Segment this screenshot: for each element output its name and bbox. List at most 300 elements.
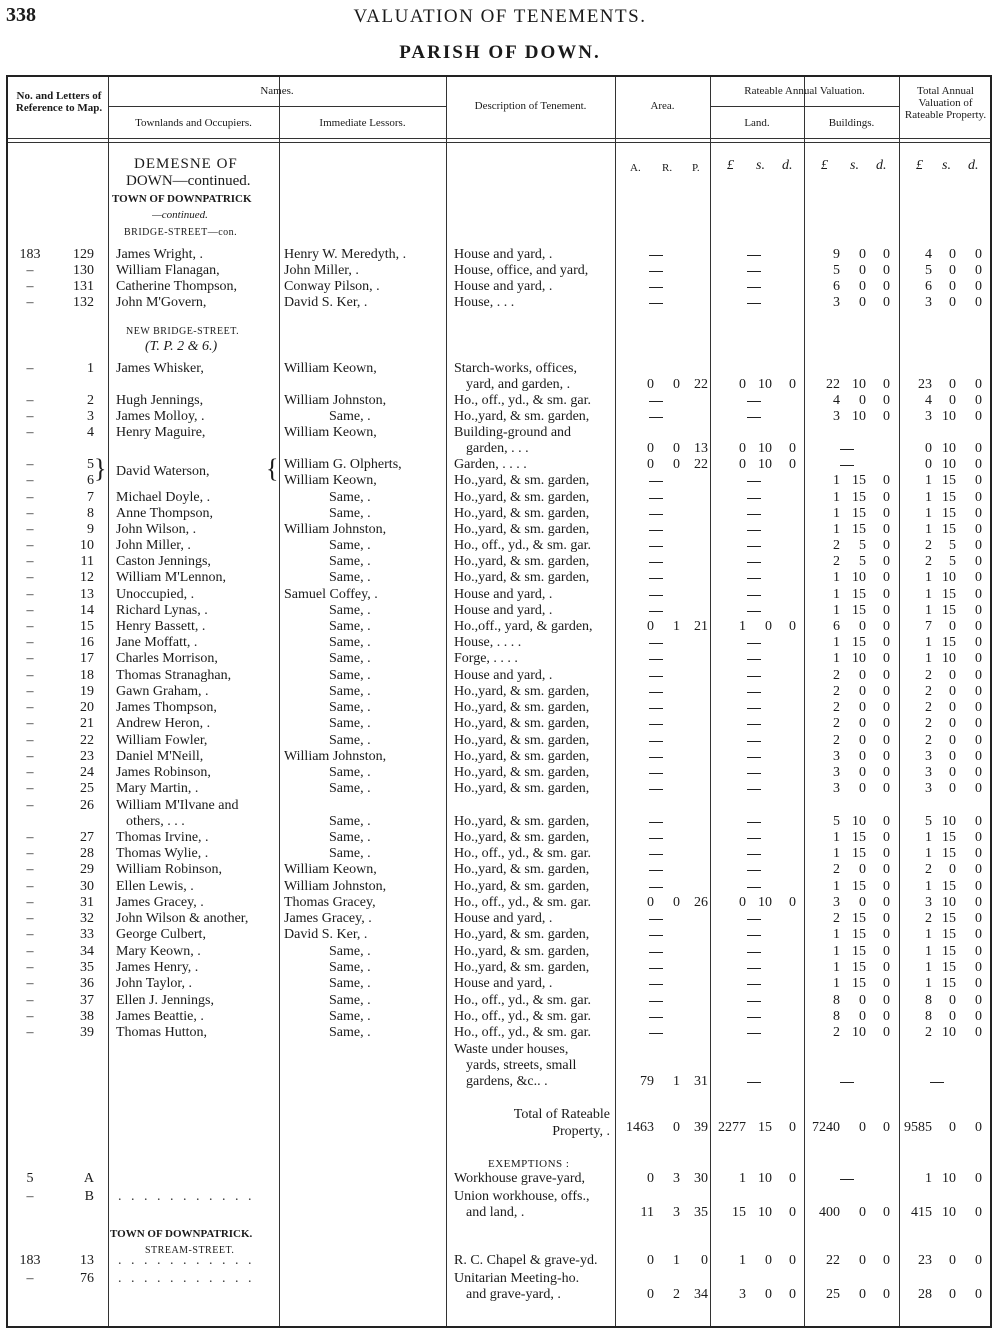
- land-value-dash: [747, 919, 761, 920]
- buildings-value: 2: [833, 733, 840, 748]
- buildings-value: 8: [833, 993, 840, 1008]
- buildings-value: 6: [833, 279, 840, 294]
- tenement-description: Ho., off., yd., & sm. gar.: [454, 993, 592, 1008]
- section-heading: —continued.: [152, 209, 208, 221]
- lessor-name: William Johnston,: [284, 749, 387, 764]
- total-value: 1: [925, 522, 932, 537]
- total-value: 2: [925, 862, 932, 877]
- ref-number: –: [26, 1271, 34, 1286]
- total-value: 1: [925, 976, 932, 991]
- ref-number: –: [26, 944, 34, 959]
- area-value-dash: [649, 676, 663, 677]
- buildings-value: 0: [883, 619, 890, 634]
- buildings-value: 1: [833, 473, 840, 488]
- area-value-dash: [649, 255, 663, 256]
- buildings-value: 0: [859, 263, 866, 278]
- ref-number: –: [26, 538, 34, 553]
- land-value: 0: [739, 895, 746, 910]
- buildings-value: 0: [859, 716, 866, 731]
- tenement-description: Ho.,yard, & sm. garden,: [454, 700, 590, 715]
- area-value-dash: [649, 514, 663, 515]
- total-value: 0: [949, 684, 956, 699]
- buildings-value: 0: [859, 733, 866, 748]
- land-value-dash: [747, 984, 761, 985]
- occupier-name: James Whisker,: [116, 361, 204, 376]
- header-total: Total Annual Valuation of Rateable Property.: [904, 85, 987, 121]
- ref-number: –: [26, 587, 34, 602]
- area-value-dash: [649, 287, 663, 288]
- total-value: 5: [925, 814, 932, 829]
- area-value: 0: [647, 1171, 654, 1186]
- total-value: 10: [942, 651, 956, 666]
- occupier-name: Henry Bassett, .: [116, 619, 206, 634]
- occupier-name: Mary Keown, .: [116, 944, 201, 959]
- total-value: 0: [949, 247, 956, 262]
- lessor-name: Same, .: [329, 846, 371, 861]
- tenement-description: Ho.,yard, & sm. garden,: [454, 716, 590, 731]
- buildings-value: 0: [883, 830, 890, 845]
- lessor-name: Same, .: [329, 409, 371, 424]
- area-value-dash: [649, 546, 663, 547]
- tenement-description: Starch-works, offices,: [454, 361, 577, 376]
- area-value-dash: [649, 498, 663, 499]
- area-value: 0: [673, 441, 680, 456]
- ref-letter: 14: [80, 603, 94, 618]
- unit-pounds: £: [727, 158, 734, 173]
- tenement-description: Ho.,yard, & sm. garden,: [454, 927, 590, 942]
- lessor-name: Same, .: [329, 603, 371, 618]
- land-value: 1: [739, 1171, 746, 1186]
- buildings-value: 0: [883, 684, 890, 699]
- buildings-value: 0: [883, 1253, 890, 1268]
- buildings-value: 0: [883, 635, 890, 650]
- area-value: 3: [673, 1171, 680, 1186]
- buildings-value: 10: [852, 570, 866, 585]
- buildings-value: 0: [883, 603, 890, 618]
- buildings-value: 1: [833, 603, 840, 618]
- occupier-name: Caston Jennings,: [116, 554, 211, 569]
- ref-number: –: [26, 1189, 34, 1204]
- buildings-value: 15: [852, 587, 866, 602]
- buildings-value-dash: [840, 1179, 854, 1180]
- ref-number: 183: [19, 1253, 41, 1268]
- area-value-dash: [649, 984, 663, 985]
- ref-letter: 131: [73, 279, 94, 294]
- ref-letter: 32: [80, 911, 94, 926]
- ref-number: 5: [26, 1171, 34, 1186]
- area-value-dash: [649, 708, 663, 709]
- exemptions-heading: EXEMPTIONS :: [488, 1158, 570, 1170]
- lessor-name: Same, .: [329, 538, 371, 553]
- buildings-value: 0: [883, 716, 890, 731]
- total-value: 0: [949, 393, 956, 408]
- occupier-name: John M'Govern,: [116, 295, 207, 310]
- total-value: 0: [949, 781, 956, 796]
- occupier-name: Thomas Hutton,: [116, 1025, 207, 1040]
- area-value: 30: [694, 1171, 708, 1186]
- area-value-dash: [649, 773, 663, 774]
- lessor-name: John Miller, .: [284, 263, 359, 278]
- total-value: 3: [925, 781, 932, 796]
- tenement-description: yards, streets, small: [466, 1058, 577, 1073]
- buildings-value: 10: [852, 814, 866, 829]
- occupier-name: William M'Lennon,: [116, 570, 227, 585]
- buildings-value: 0: [859, 393, 866, 408]
- ref-number: –: [26, 635, 34, 650]
- total-value: 0: [975, 716, 982, 731]
- land-value: 0: [789, 441, 796, 456]
- tenement-description: Ho.,yard, & sm. garden,: [454, 765, 590, 780]
- buildings-value: 0: [883, 490, 890, 505]
- ref-number: –: [26, 457, 34, 472]
- occupier-name: William Fowler,: [116, 733, 208, 748]
- buildings-value: 0: [883, 1009, 890, 1024]
- tenement-description: R. C. Chapel & grave-yd.: [454, 1253, 598, 1268]
- buildings-value: 0: [859, 781, 866, 796]
- occupier-name: Henry Maguire,: [116, 425, 206, 440]
- tenement-description: House and yard, .: [454, 279, 553, 294]
- land-value-dash: [747, 854, 761, 855]
- street-heading: BRIDGE-STREET—con.: [124, 227, 238, 238]
- lessor-name: David S. Ker, .: [284, 295, 368, 310]
- total-value: 0: [975, 733, 982, 748]
- occupier-name: John Taylor, .: [116, 976, 192, 991]
- tenement-description: Ho.,yard, & sm. garden,: [454, 830, 590, 845]
- buildings-value: 15: [852, 473, 866, 488]
- ref-number: –: [26, 716, 34, 731]
- total-value: 0: [975, 651, 982, 666]
- area-value-dash: [649, 952, 663, 953]
- area-value: 1: [673, 1253, 680, 1268]
- total-value: 1: [925, 473, 932, 488]
- land-value-dash: [747, 1017, 761, 1018]
- buildings-value: 15: [852, 635, 866, 650]
- total-value: 5: [949, 538, 956, 553]
- land-value-dash: [747, 935, 761, 936]
- ref-letter: 129: [73, 247, 94, 262]
- tenement-description: House and yard, .: [454, 976, 553, 991]
- ref-number: –: [26, 554, 34, 569]
- ref-letter: 25: [80, 781, 94, 796]
- buildings-value-dash: [840, 449, 854, 450]
- lessor-name: Same, .: [329, 976, 371, 991]
- ref-letter: 13: [80, 587, 94, 602]
- total-value: 0: [949, 263, 956, 278]
- ref-number: –: [26, 668, 34, 683]
- buildings-value: 2: [833, 668, 840, 683]
- land-value: 0: [789, 457, 796, 472]
- total-value: 1: [925, 490, 932, 505]
- buildings-value: 0: [883, 651, 890, 666]
- total-value: 5: [949, 554, 956, 569]
- ref-letter: 5: [87, 457, 94, 472]
- ref-number: –: [26, 700, 34, 715]
- ref-letter: 12: [80, 570, 94, 585]
- tenement-description: Building-ground and: [454, 425, 572, 440]
- ref-number: –: [26, 279, 34, 294]
- ref-letter: 130: [73, 263, 94, 278]
- ref-letter: 21: [80, 716, 94, 731]
- ref-number: –: [26, 295, 34, 310]
- total-value: 10: [942, 441, 956, 456]
- total-value: 10: [942, 1171, 956, 1186]
- lessor-name: William Johnston,: [284, 393, 387, 408]
- buildings-value: 0: [859, 1253, 866, 1268]
- buildings-value: 1: [833, 587, 840, 602]
- total-value: 23: [918, 1253, 932, 1268]
- buildings-value: 1: [833, 522, 840, 537]
- area-value-dash: [649, 1033, 663, 1034]
- ref-number: –: [26, 425, 34, 440]
- buildings-value: 0: [883, 393, 890, 408]
- land-value-dash: [747, 1033, 761, 1034]
- area-value-dash: [649, 838, 663, 839]
- total-value: 15: [942, 473, 956, 488]
- lessor-name: Same, .: [329, 570, 371, 585]
- buildings-value: 15: [852, 976, 866, 991]
- land-value: 10: [758, 457, 772, 472]
- buildings-value: 0: [883, 409, 890, 424]
- land-value-dash: [747, 968, 761, 969]
- tenement-description: Union workhouse, offs.,: [454, 1189, 590, 1204]
- ref-number: –: [26, 522, 34, 537]
- total-value: 3: [925, 749, 932, 764]
- ref-number: –: [26, 733, 34, 748]
- street-heading: STREAM-STREET.: [145, 1245, 235, 1256]
- total-value: 0: [975, 1171, 982, 1186]
- buildings-value: 0: [859, 247, 866, 262]
- dot-leader: . . . . . . . . . . .: [118, 1189, 255, 1204]
- land-value: 10: [758, 895, 772, 910]
- land-value-dash: [747, 870, 761, 871]
- occupier-name: Catherine Thompson,: [116, 279, 238, 294]
- ref-letter: 23: [80, 749, 94, 764]
- section-heading: TOWN OF DOWNPATRICK: [112, 193, 252, 205]
- occupier-name: Mary Martin, .: [116, 781, 199, 796]
- ref-letter: 2: [87, 393, 94, 408]
- ref-number: –: [26, 473, 34, 488]
- buildings-value: 1: [833, 927, 840, 942]
- buildings-value: 1: [833, 976, 840, 991]
- total-value: 0: [975, 895, 982, 910]
- col-rule: [108, 77, 109, 1326]
- land-value-dash: [747, 287, 761, 288]
- ref-number: –: [26, 798, 34, 813]
- total-value: 1: [925, 846, 932, 861]
- total-value: 0: [975, 862, 982, 877]
- total-value: 1: [925, 570, 932, 585]
- unit-shillings: s.: [756, 158, 765, 173]
- ref-letter: 33: [80, 927, 94, 942]
- occupier-name: Ellen J. Jennings,: [116, 993, 214, 1008]
- tenement-description: gardens, &c.. .: [466, 1074, 548, 1089]
- total-value: 15: [942, 846, 956, 861]
- total-value: 0: [975, 377, 982, 392]
- ref-number: –: [26, 506, 34, 521]
- land-value: 3: [739, 1287, 746, 1302]
- total-value: 2: [925, 700, 932, 715]
- ref-number: –: [26, 409, 34, 424]
- total-value: 10: [942, 457, 956, 472]
- tenement-description: Ho.,yard, & sm. garden,: [454, 814, 590, 829]
- total-value: 0: [975, 814, 982, 829]
- area-value-dash: [649, 1001, 663, 1002]
- buildings-value: 0: [883, 911, 890, 926]
- lessor-name: Same, .: [329, 490, 371, 505]
- ref-number: –: [26, 263, 34, 278]
- buildings-value: 3: [833, 409, 840, 424]
- buildings-value: 5: [833, 263, 840, 278]
- total-value: 1: [925, 635, 932, 650]
- ref-letter: 7: [87, 490, 94, 505]
- area-value-dash: [649, 595, 663, 596]
- buildings-value: 3: [833, 895, 840, 910]
- total-value: 1: [925, 960, 932, 975]
- buildings-value: 22: [826, 1253, 840, 1268]
- ref-letter: A: [83, 1171, 94, 1186]
- total-value: 15: [942, 587, 956, 602]
- occupier-name: Gawn Graham, .: [116, 684, 209, 699]
- area-value-dash: [649, 919, 663, 920]
- total-value: 2: [925, 911, 932, 926]
- total-label: Total of Rateable: [513, 1107, 610, 1122]
- land-value-dash: [747, 271, 761, 272]
- buildings-value: 0: [883, 247, 890, 262]
- unit-pence: d.: [968, 158, 979, 173]
- total-value: 2: [925, 554, 932, 569]
- total-value: 0: [975, 1025, 982, 1040]
- total-value: 0: [949, 668, 956, 683]
- lessor-name: William Keown,: [284, 361, 377, 376]
- land-value-dash: [747, 659, 761, 660]
- grand-total-buildings: 0: [883, 1120, 890, 1135]
- land-value-dash: [747, 578, 761, 579]
- left-brace: }: [94, 454, 107, 483]
- total-value: 0: [949, 1009, 956, 1024]
- header-townlands: Townlands and Occupiers.: [135, 117, 252, 129]
- buildings-value: 2: [833, 1025, 840, 1040]
- occupier-name: Thomas Stranaghan,: [116, 668, 232, 683]
- lessor-name: Same, .: [329, 554, 371, 569]
- area-value-dash: [649, 1017, 663, 1018]
- occupier-name: Jane Moffatt, .: [116, 635, 198, 650]
- area-value-dash: [649, 789, 663, 790]
- land-value: 10: [758, 441, 772, 456]
- total-value: 10: [942, 895, 956, 910]
- total-value: 3: [925, 765, 932, 780]
- occupier-name: James Beattie, .: [116, 1009, 204, 1024]
- header-rateable: Rateable Annual Valuation.: [744, 85, 865, 97]
- buildings-value: 1: [833, 506, 840, 521]
- unit-pounds: £: [821, 158, 828, 173]
- land-value-dash: [747, 530, 761, 531]
- tenement-description: House and yard, .: [454, 911, 553, 926]
- total-value: 2: [925, 733, 932, 748]
- lessor-name: Henry W. Meredyth, .: [284, 247, 407, 262]
- tenement-description: Ho.,yard, & sm. garden,: [454, 409, 590, 424]
- buildings-value: 15: [852, 846, 866, 861]
- buildings-value: 2: [833, 684, 840, 699]
- land-value-dash: [747, 952, 761, 953]
- total-value: 1: [925, 927, 932, 942]
- tenement-description: Ho., off., yd., & sm. gar.: [454, 393, 592, 408]
- buildings-value: 0: [859, 862, 866, 877]
- buildings-value: 0: [859, 765, 866, 780]
- area-value: 1: [673, 1074, 680, 1089]
- tenement-description: House, . . . .: [454, 635, 522, 650]
- total-value: 0: [975, 409, 982, 424]
- right-brace: {: [266, 454, 279, 483]
- ref-letter: 38: [80, 1009, 94, 1024]
- tenement-description: Ho.,yard, & sm. garden,: [454, 506, 590, 521]
- ref-letter: 26: [80, 798, 94, 813]
- total-value: 0: [949, 279, 956, 294]
- land-value: 0: [765, 619, 772, 634]
- tenement-description: Ho.,yard, & sm. garden,: [454, 879, 590, 894]
- ref-letter: 19: [80, 684, 94, 699]
- area-value-dash: [649, 968, 663, 969]
- buildings-value: 0: [859, 1287, 866, 1302]
- tenement-description: and grave-yard, .: [466, 1287, 561, 1302]
- lessor-name: Same, .: [329, 506, 371, 521]
- section-heading: DOWN—continued.: [126, 173, 251, 189]
- dot-leader: . . . . . . . . . . .: [118, 1253, 255, 1268]
- total-value: 415: [911, 1205, 932, 1220]
- total-value: 23: [918, 377, 932, 392]
- grand-total-buildings: 7240: [812, 1120, 840, 1135]
- occupier-name: William M'Ilvane and: [116, 798, 239, 813]
- buildings-value: 0: [859, 749, 866, 764]
- lessor-name: Same, .: [329, 651, 371, 666]
- buildings-value: 2: [833, 538, 840, 553]
- buildings-value: 10: [852, 409, 866, 424]
- ref-letter: 22: [80, 733, 94, 748]
- total-value: 7: [925, 619, 932, 634]
- area-value: 0: [647, 1253, 654, 1268]
- area-value: 11: [640, 1205, 654, 1220]
- area-value: 0: [647, 377, 654, 392]
- buildings-value: 0: [883, 993, 890, 1008]
- lessor-name: William Keown,: [284, 425, 377, 440]
- unit-shillings: s.: [942, 158, 951, 173]
- total-value: 0: [975, 976, 982, 991]
- buildings-value: 0: [883, 377, 890, 392]
- total-value: 0: [925, 457, 932, 472]
- ref-number: –: [26, 393, 34, 408]
- total-value-dash: [930, 1082, 944, 1083]
- ref-letter: 3: [87, 409, 94, 424]
- tenement-description: Ho., off., yd., & sm. gar.: [454, 1009, 592, 1024]
- area-value-dash: [649, 401, 663, 402]
- buildings-value: 0: [883, 506, 890, 521]
- area-value: 0: [647, 441, 654, 456]
- total-value: 1: [925, 879, 932, 894]
- buildings-value: 0: [883, 879, 890, 894]
- land-value: 0: [789, 1253, 796, 1268]
- ref-letter: 20: [80, 700, 94, 715]
- buildings-value: 15: [852, 490, 866, 505]
- total-value: 15: [942, 490, 956, 505]
- occupier-name: James Molloy, .: [116, 409, 205, 424]
- buildings-value: 0: [883, 554, 890, 569]
- grand-total-area: 39: [694, 1120, 708, 1135]
- tenement-description: Ho.,yard, & sm. garden,: [454, 749, 590, 764]
- buildings-value: 0: [859, 668, 866, 683]
- buildings-value: 400: [819, 1205, 840, 1220]
- total-value: 0: [949, 377, 956, 392]
- buildings-value: 0: [883, 749, 890, 764]
- grand-total-land: 15: [758, 1120, 772, 1135]
